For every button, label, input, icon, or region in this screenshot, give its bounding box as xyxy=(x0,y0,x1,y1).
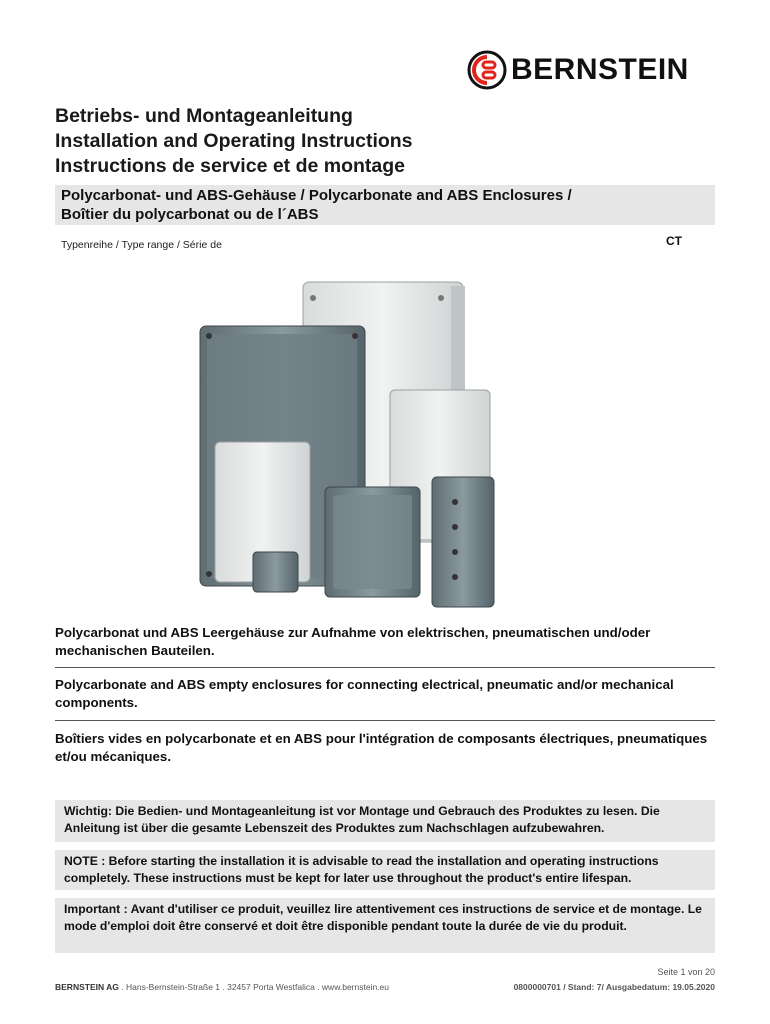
subtitle-line-1: Polycarbonat- und ABS-Gehäuse / Polycarbonate and ABS Enclosures / xyxy=(61,187,572,204)
bernstein-logo xyxy=(467,50,717,90)
subtitle-line-2: Boîtier du polycarbonat ou de l´ABS xyxy=(61,206,319,223)
footer-address-text: . Hans-Bernstein-Straße 1 . 32457 Porta Westfalica . www.bernstein.eu xyxy=(118,982,390,992)
enclosures-product-photo xyxy=(195,262,515,620)
divider xyxy=(55,720,715,721)
subtitle-band xyxy=(55,185,715,225)
title-en: Installation and Operating Instructions xyxy=(55,130,413,152)
title-de: Betriebs- und Montageanleitung xyxy=(55,105,353,127)
notice-de: Wichtig: Die Bedien- und Montageanleitung ist vor Montage und Gebrauch des Produktes zu lesen. Die Anleitung ist über die gesamte Lebenszeit des Produktes zum Nachschlagen aufzubewahren. xyxy=(55,800,715,842)
bernstein-logo-icon xyxy=(467,50,507,90)
brand-name: BERNSTEIN xyxy=(511,53,689,86)
description-en: Polycarbonate and ABS empty enclosures for connecting electrical, pneumatic and/or mechanical components. xyxy=(55,677,674,710)
page-number: Seite 1 von 20 xyxy=(657,967,715,977)
footer-company: BERNSTEIN AG xyxy=(55,982,119,992)
footer-address xyxy=(55,982,389,992)
footer-docinfo: 0800000701 / Stand: 7/ Ausgabedatum: 19.05.2020 xyxy=(513,982,715,992)
description-de: Polycarbonat und ABS Leergehäuse zur Aufnahme von elektrischen, pneumatischen und/oder mechanischen Bauteilen. xyxy=(55,625,651,658)
type-range-value: CT xyxy=(666,234,682,248)
type-range-label: Typenreihe / Type range / Série de xyxy=(61,239,222,251)
document-titles xyxy=(55,104,725,179)
title-fr: Instructions de service et de montage xyxy=(55,155,406,177)
description-fr: Boîtiers vides en polycarbonate et en ABS pour l'intégration de composants électriques, pneumatiques et/ou mécaniques. xyxy=(55,731,708,764)
notice-fr: Important : Avant d'utiliser ce produit, veuillez lire attentivement ces instructions de service et de montage. Le mode d'emploi doit être conservé et doit être disponible pendant toute la durée de vie du produit. xyxy=(55,898,715,953)
notice-en: NOTE : Before starting the installation it is advisable to read the installation and operating instructions completely. These instructions must be kept for later use throughout the product's entire lifespan. xyxy=(55,850,715,890)
divider xyxy=(55,667,715,668)
